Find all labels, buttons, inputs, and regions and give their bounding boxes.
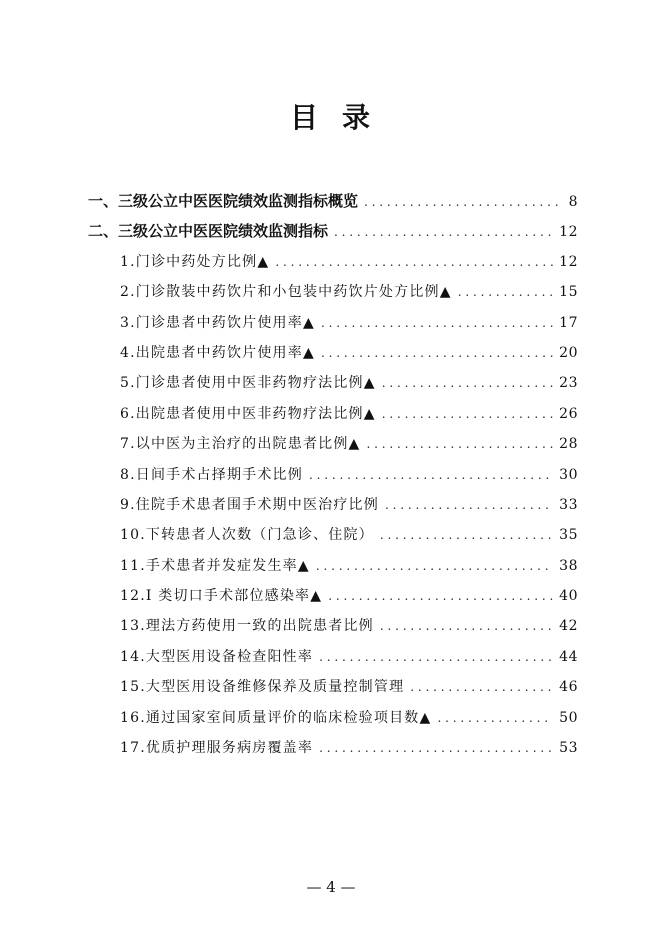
toc-entry-item-11[interactable] <box>88 551 578 581</box>
toc-entry-page: 42 <box>559 618 578 635</box>
toc-entry-item-4[interactable] <box>88 338 578 368</box>
toc-entry-page: 44 <box>559 648 578 665</box>
toc-entry-item-17[interactable] <box>88 733 578 763</box>
dot-leader <box>328 581 553 611</box>
toc-entry-page: 53 <box>559 740 578 757</box>
toc-entry-label: 16.通过国家室间质量评价的临床检验项目数▲ <box>120 709 432 726</box>
toc-entry-item-15[interactable] <box>88 672 578 702</box>
dot-leader <box>319 733 553 763</box>
toc-entry-item-10[interactable] <box>88 520 578 550</box>
toc-entry-label: 3.门诊患者中药饮片使用率▲ <box>120 314 315 331</box>
toc-entry-page: 20 <box>559 344 578 361</box>
toc-entry-item-9[interactable] <box>88 490 578 520</box>
toc-entry-item-7[interactable] <box>88 429 578 459</box>
toc-entry-page: 46 <box>559 679 578 696</box>
toc-entry-label: 2.门诊散装中药饮片和小包装中药饮片处方比例▲ <box>120 284 452 301</box>
toc-entry-page: 23 <box>559 375 578 392</box>
dot-leader <box>437 703 553 733</box>
toc-entry-item-12[interactable] <box>88 581 578 611</box>
toc-entry-item-3[interactable] <box>88 308 578 338</box>
toc-entry-page: 12 <box>559 253 578 270</box>
toc-entry-label: 1.门诊中药处方比例▲ <box>120 253 270 270</box>
toc-entry-label: 6.出院患者使用中医非药物疗法比例▲ <box>120 405 376 422</box>
toc-entry-item-5[interactable] <box>88 368 578 398</box>
toc-entry-section-2[interactable] <box>88 216 578 246</box>
dot-leader <box>385 490 553 520</box>
toc-entry-item-2[interactable] <box>88 277 578 307</box>
toc-entry-page: 8 <box>568 194 578 210</box>
toc-entry-label: 9.住院手术患者围手术期中医治疗比例 <box>120 496 379 513</box>
toc-entry-label: 5.门诊患者使用中医非药物疗法比例▲ <box>120 375 376 392</box>
dot-leader <box>275 247 553 277</box>
dot-leader <box>321 338 553 368</box>
toc-entry-label: 7.以中医为主治疗的出院患者比例▲ <box>120 436 361 453</box>
dot-leader <box>380 611 553 641</box>
toc-entry-page: 40 <box>559 588 578 605</box>
toc-entry-page: 17 <box>559 314 578 331</box>
toc-entry-label: 11.手术患者并发症发生率▲ <box>120 557 310 574</box>
toc-entry-label: 14.大型医用设备检查阳性率 <box>120 648 314 665</box>
toc-entry-page: 28 <box>559 436 578 453</box>
toc-entry-item-14[interactable] <box>88 642 578 672</box>
toc-entry-item-8[interactable] <box>88 460 578 490</box>
toc-entry-page: 12 <box>559 224 578 241</box>
dot-leader <box>382 399 553 429</box>
title-char-1: 目 <box>289 101 320 134</box>
dot-leader <box>367 429 554 459</box>
toc-entry-item-1[interactable] <box>88 247 578 277</box>
toc-entry-section-1[interactable] <box>88 186 578 216</box>
dot-leader <box>334 217 553 247</box>
title-char-2: 录 <box>342 101 373 134</box>
toc-entry-label: 10.下转患者人次数（门急诊、住院） <box>120 527 374 544</box>
toc-entry-page: 33 <box>559 496 578 513</box>
toc-entry-page: 35 <box>559 527 578 544</box>
toc-entry-page: 15 <box>559 284 578 301</box>
toc-entry-label: 17.优质护理服务病房覆盖率 <box>120 740 314 757</box>
dot-leader <box>319 642 553 672</box>
dot-leader <box>382 368 553 398</box>
toc-entry-page: 26 <box>559 405 578 422</box>
dot-leader <box>380 520 553 550</box>
toc-entry-label: 4.出院患者中药饮片使用率▲ <box>120 344 315 361</box>
toc-entry-item-13[interactable] <box>88 611 578 641</box>
toc-entry-page: 50 <box>559 709 578 726</box>
dot-leader <box>410 672 553 702</box>
page-number: — 4 — <box>306 878 356 896</box>
toc-entry-item-16[interactable] <box>88 703 578 733</box>
toc-entry-item-6[interactable] <box>88 399 578 429</box>
toc-entry-label: 12.I 类切口手术部位感染率▲ <box>120 588 323 605</box>
dot-leader <box>364 187 563 217</box>
toc-entry-page: 30 <box>559 466 578 483</box>
table-of-contents <box>88 186 578 763</box>
toc-entry-label: 二、三级公立中医医院绩效监测指标 <box>88 222 329 241</box>
dot-leader <box>458 277 553 307</box>
toc-entry-label: 8.日间手术占择期手术比例 <box>120 466 303 483</box>
dot-leader <box>316 551 553 581</box>
toc-entry-label: 13.理法方药使用一致的出院患者比例 <box>120 618 374 635</box>
dot-leader <box>309 460 553 490</box>
toc-entry-label: 一、三级公立中医医院绩效监测指标概览 <box>88 192 359 210</box>
page-title <box>0 96 662 136</box>
dot-leader <box>321 308 553 338</box>
toc-entry-page: 38 <box>559 557 578 574</box>
toc-entry-label: 15.大型医用设备维修保养及质量控制管理 <box>120 679 405 696</box>
